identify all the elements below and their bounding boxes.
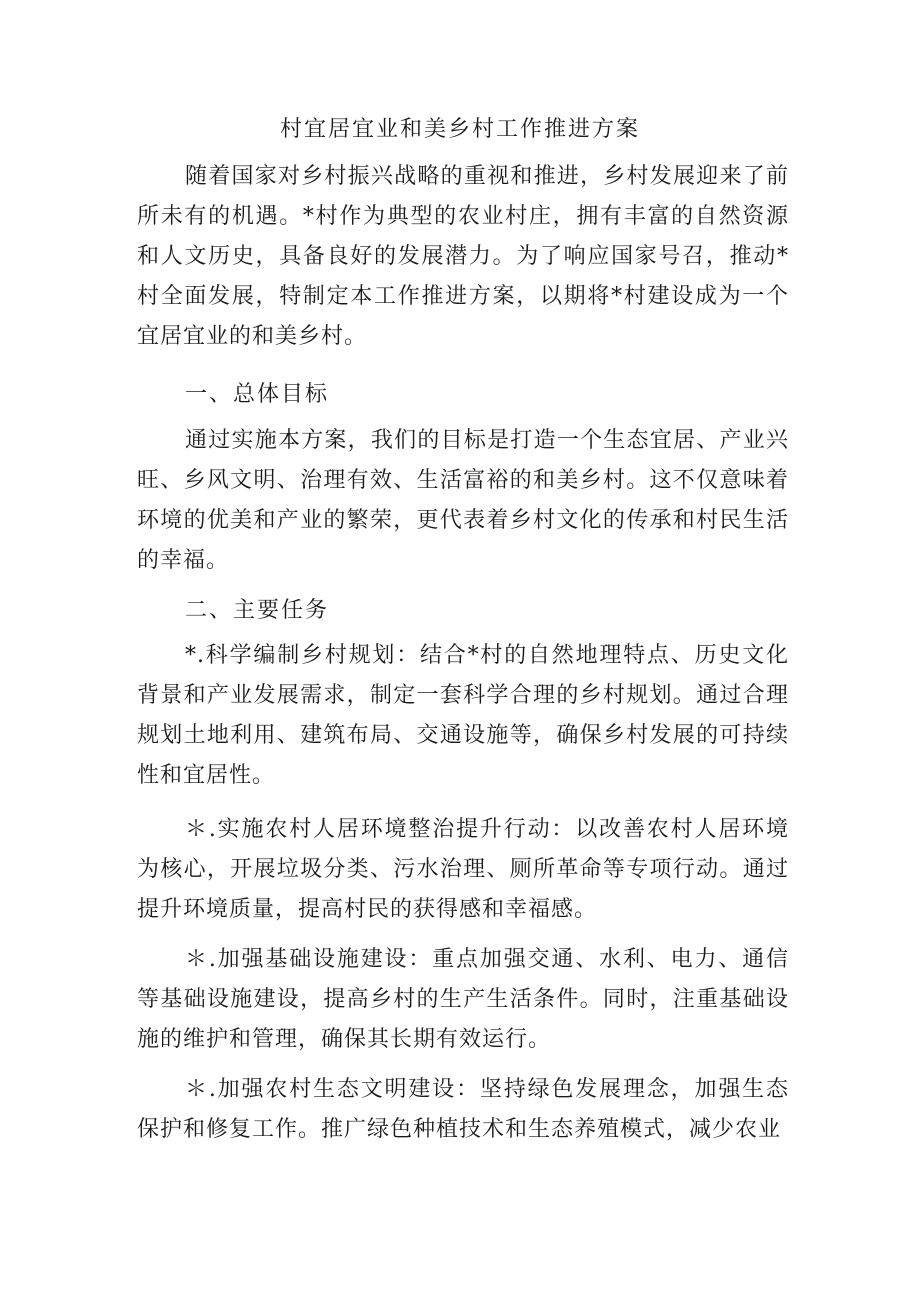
section-heading-overall-goal: 一、总体目标 — [185, 382, 330, 407]
intro-paragraph: 随着国家对乡村振兴战略的重视和推进，乡村发展迎来了前所未有的机遇。*村作为典型的农业村庄，拥有丰富的自然资源和人文历史，具备良好的发展潜力。为了响应国家号召，推动*村全面发展，特制定本工作推进方案，以期将*村建设成为一个宜居宜业的和美乡村。 — [137, 164, 789, 349]
task-item-living-environment: ＊.实施农村人居环境整治提升行动：以改善农村人居环境为核心，开展垃圾分类、污水治理、厕所革命等专项行动。通过提升环境质量，提高村民的获得感和幸福感。 — [137, 817, 789, 922]
section-heading-main-tasks: 二、主要任务 — [185, 598, 330, 623]
task-item-ecology: ＊.加强农村生态文明建设：坚持绿色发展理念，加强生态保护和修复工作。推广绿色种植技术和生态养殖模式，减少农业 — [137, 1077, 789, 1142]
document-title: 村宜居宜业和美乡村工作推进方案 — [279, 117, 640, 142]
task-item-planning: *.科学编制乡村规划：结合*村的自然地理特点、历史文化背景和产业发展需求，制定一套科学合理的乡村规划。通过合理规划土地利用、建筑布局、交通设施等，确保乡村发展的可持续性和宜居性。 — [137, 643, 789, 788]
task-item-infrastructure: ＊.加强基础设施建设：重点加强交通、水利、电力、通信等基础设施建设，提高乡村的生产生活条件。同时，注重基础设施的维护和管理，确保其长期有效运行。 — [137, 947, 789, 1052]
overall-goal-paragraph: 通过实施本方案，我们的目标是打造一个生态宜居、产业兴旺、乡风文明、治理有效、生活富裕的和美乡村。这不仅意味着环境的优美和产业的繁荣，更代表着乡村文化的传承和村民生活的幸福。 — [137, 428, 789, 573]
